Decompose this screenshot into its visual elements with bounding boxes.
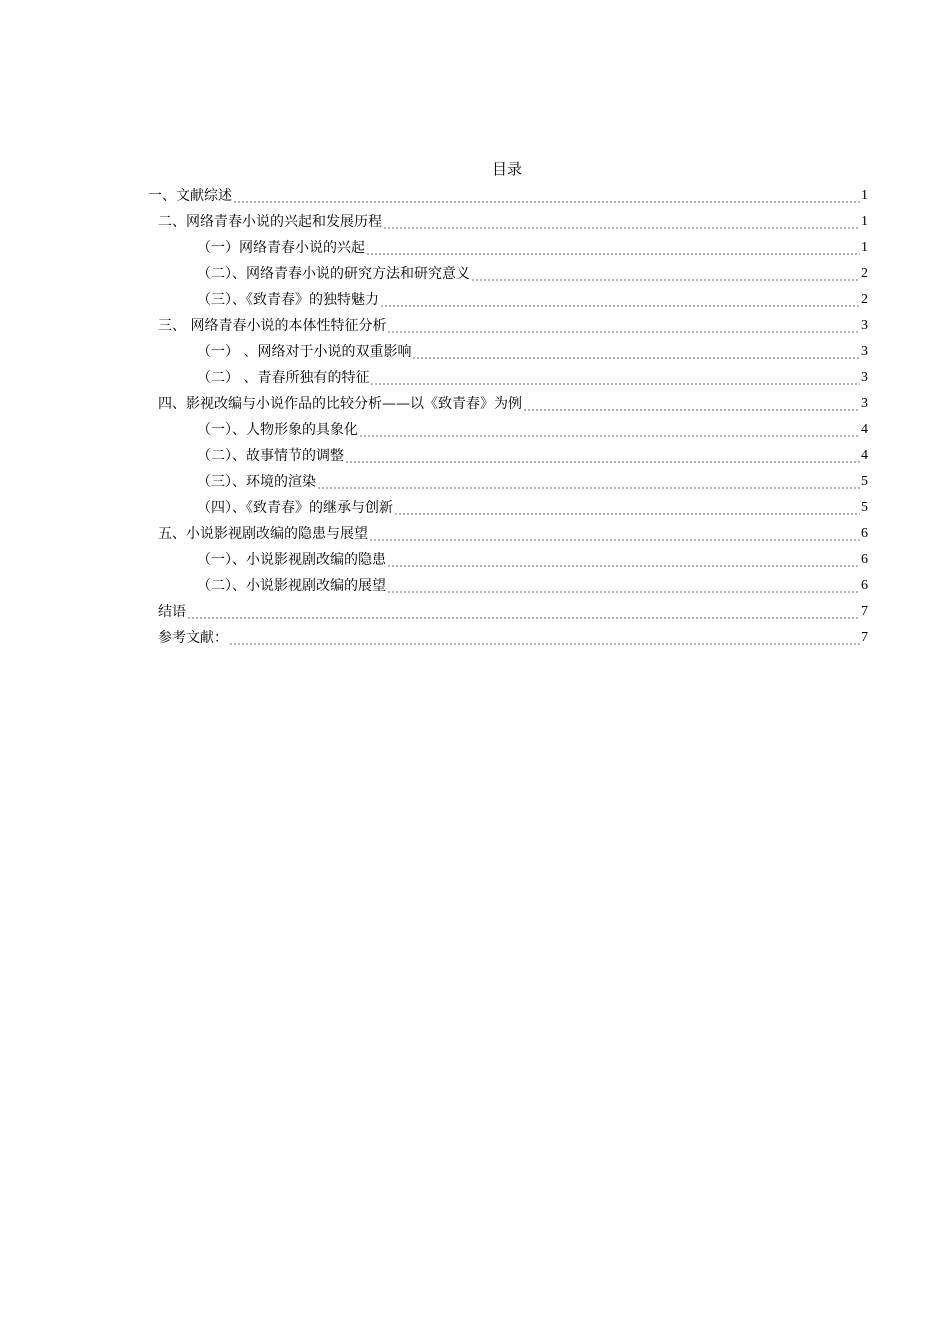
toc-entry[interactable] [0,573,950,599]
toc-entry-label: （一）、人物形象的具象化 [197,422,358,438]
toc-entry-page: 3 [861,370,868,385]
toc-entry-page: 2 [861,292,868,307]
toc-leader-dots [523,409,860,411]
toc-entry-page: 4 [861,422,868,437]
toc-entry[interactable] [0,261,950,287]
toc-title: 目录 [491,160,522,178]
toc-leader-dots [345,461,860,463]
toc-leader-dots [317,487,860,489]
toc-list [0,183,950,651]
toc-entry-page: 1 [861,214,868,229]
toc-entry[interactable] [0,235,950,261]
toc-entry-page: 5 [861,474,868,489]
toc-leader-dots [387,331,860,333]
toc-entry[interactable] [0,287,950,313]
toc-entry-label: 三、 网络青春小说的本体性特征分析 [158,318,387,334]
toc-entry-page: 4 [861,448,868,463]
toc-entry-page: 6 [861,578,868,593]
toc-entry-label: （一） 、网络对于小说的双重影响 [197,344,412,360]
toc-entry[interactable] [0,183,950,209]
toc-entry-page: 1 [861,240,868,255]
toc-entry[interactable] [0,339,950,365]
toc-entry-label: 参考文献： [158,630,228,646]
toc-entry[interactable] [0,209,950,235]
toc-entry[interactable] [0,547,950,573]
toc-entry-page: 3 [861,344,868,359]
toc-entry-page: 3 [861,318,868,333]
toc-entry-page: 3 [861,396,868,411]
toc-leader-dots [471,279,860,281]
toc-leader-dots [380,305,860,307]
toc-leader-dots [383,227,860,229]
toc-leader-dots [369,539,860,541]
toc-entry-page: 5 [861,500,868,515]
toc-leader-dots [233,201,860,203]
toc-entry[interactable] [0,469,950,495]
toc-entry-page: 2 [861,266,868,281]
toc-entry[interactable] [0,417,950,443]
toc-entry-label: 五、小说影视剧改编的隐患与展望 [158,526,368,542]
toc-entry-label: 一、文献综述 [148,188,232,204]
toc-entry-page: 7 [861,604,868,619]
toc-entry-label: （二） 、青春所独有的特征 [197,370,370,386]
toc-entry-label: （二）、网络青春小说的研究方法和研究意义 [197,266,470,282]
toc-entry-page: 7 [861,630,868,645]
toc-leader-dots [187,617,860,619]
toc-entry[interactable] [0,521,950,547]
toc-entry-label: （二）、故事情节的调整 [197,448,344,464]
toc-entry-label: 四、影视改编与小说作品的比较分析——以《致青春》为例 [158,396,522,412]
toc-leader-dots [394,513,860,515]
toc-entry[interactable] [0,443,950,469]
toc-entry[interactable] [0,365,950,391]
toc-leader-dots [387,565,860,567]
toc-entry-label: （一）、小说影视剧改编的隐患 [197,552,386,568]
toc-entry-page: 1 [861,188,868,203]
toc-leader-dots [370,383,860,385]
toc-leader-dots [387,591,860,593]
toc-entry-page: 6 [861,526,868,541]
toc-leader-dots [359,435,860,437]
toc-entry[interactable] [0,495,950,521]
toc-entry[interactable] [0,391,950,417]
toc-entry-label: （四）、《致青春》的继承与创新 [197,500,393,516]
toc-entry-label: （一）网络青春小说的兴起 [197,240,365,256]
toc-leader-dots [229,643,860,645]
toc-entry-label: 二、网络青春小说的兴起和发展历程 [158,214,382,230]
toc-entry[interactable] [0,313,950,339]
toc-entry[interactable] [0,599,950,625]
toc-entry[interactable] [0,625,950,651]
toc-entry-label: （三）、《致青春》的独特魅力 [197,292,379,308]
toc-entry-label: （三）、环境的渲染 [197,474,316,490]
toc-entry-page: 6 [861,552,868,567]
toc-leader-dots [412,357,860,359]
toc-entry-label: 结语 [158,604,186,620]
toc-entry-label: （二）、小说影视剧改编的展望 [197,578,386,594]
toc-leader-dots [366,253,860,255]
